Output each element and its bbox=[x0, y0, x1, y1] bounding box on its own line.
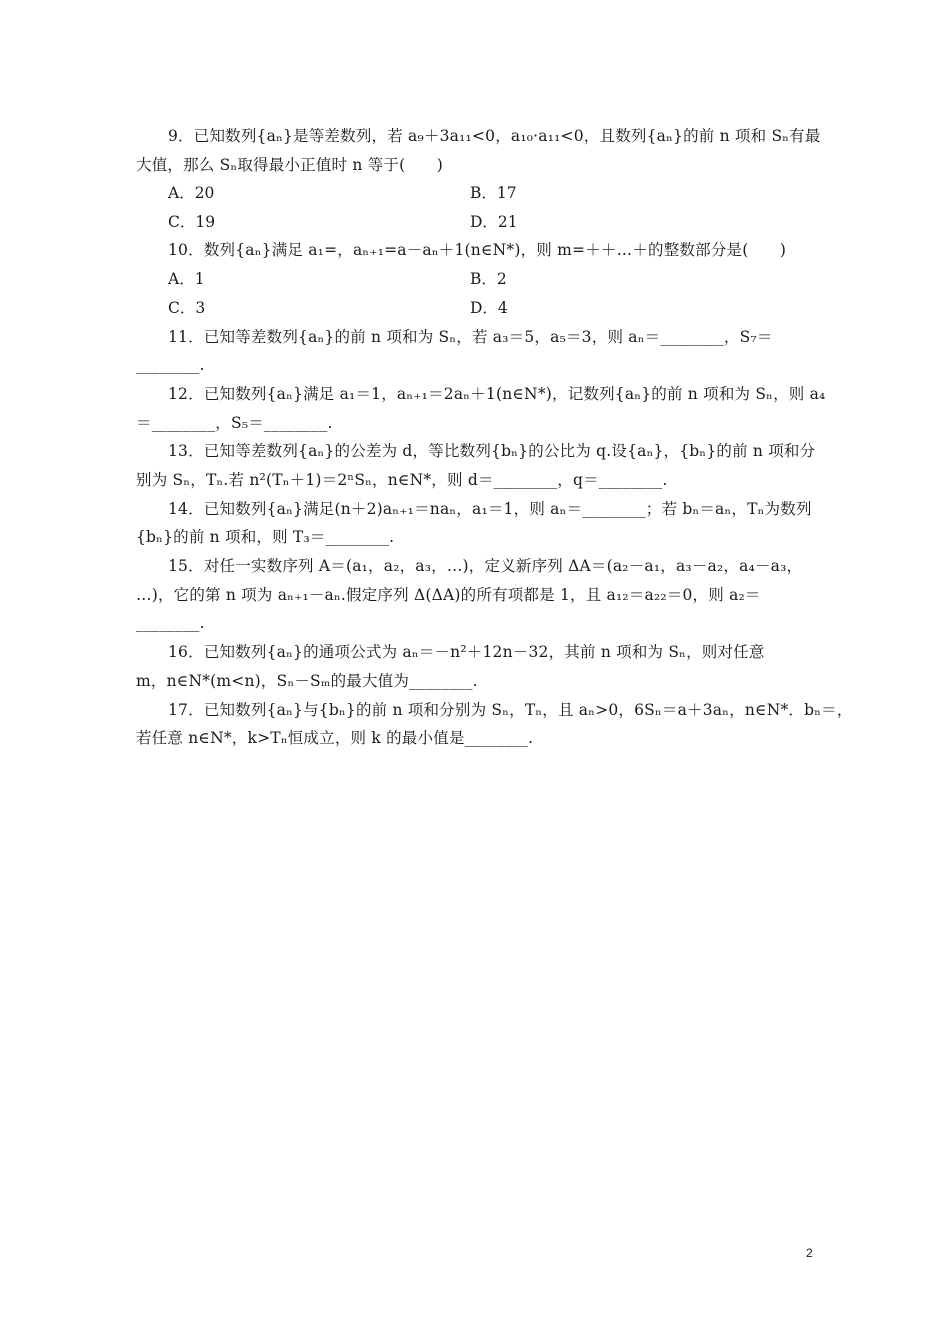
problem-15-line-1: 15．对任一实数序列 A＝(a₁，a₂，a₃，…)，定义新序列 ΔA＝(a₂－a₁，a₃－a₂，a₄－a₃， bbox=[168, 557, 803, 575]
problem-10-option-c: C．3 bbox=[168, 299, 206, 317]
problem-9-option-c: C．19 bbox=[168, 213, 216, 231]
problem-17-line-2: 若任意 n∈N*，k>Tₙ恒成立，则 k 的最小值是________. bbox=[136, 729, 534, 747]
problem-12-line-1: 12．已知数列{aₙ}满足 a₁＝1，aₙ₊₁＝2aₙ＋1(n∈N*)，记数列{aₙ}的前 n 项和为 Sₙ，则 a₄ bbox=[168, 385, 826, 403]
page-number: 2 bbox=[806, 1246, 813, 1260]
problem-13-line-2: 别为 Sₙ，Tₙ.若 n²(Tₙ＋1)＝2ⁿSₙ，n∈N*，则 d＝________，q＝________. bbox=[136, 471, 668, 489]
problem-15-line-3: ________. bbox=[136, 614, 205, 632]
problem-12-line-2: ＝________，S₅＝________. bbox=[136, 414, 333, 432]
problem-15-line-2: …)，它的第 n 项为 aₙ₊₁－aₙ.假定序列 Δ(ΔA)的所有项都是 1，且 a₁₂＝a₂₂＝0，则 a₂＝ bbox=[136, 586, 761, 604]
problem-16-line-1: 16．已知数列{aₙ}的通项公式为 aₙ＝－n²＋12n－32，其前 n 项和为 Sₙ，则对任意 bbox=[168, 643, 765, 661]
problem-14-line-1: 14．已知数列{aₙ}满足(n＋2)aₙ₊₁＝naₙ，a₁＝1，则 aₙ＝________；若 bₙ＝aₙ，Tₙ为数列 bbox=[168, 500, 812, 518]
problem-9-line-2: 大值，那么 Sₙ取得最小正值时 n 等于( ) bbox=[136, 156, 443, 174]
problem-14-line-2: {bₙ}的前 n 项和，则 T₃＝________. bbox=[136, 528, 395, 546]
problem-10-option-d: D．4 bbox=[470, 299, 508, 317]
problem-10-option-b: B．2 bbox=[470, 270, 507, 288]
problem-9-option-d: D．21 bbox=[470, 213, 518, 231]
problem-16-line-2: m，n∈N*(m<n)，Sₙ－Sₘ的最大值为________. bbox=[136, 672, 478, 690]
problem-10-line-1: 10．数列{aₙ}满足 a₁=，aₙ₊₁=a－aₙ＋1(n∈N*)，则 m=＋＋…＋的整数部分是( ) bbox=[168, 241, 787, 259]
problem-13-line-1: 13．已知等差数列{aₙ}的公差为 d，等比数列{bₙ}的公比为 q.设{aₙ}，{bₙ}的前 n 项和分 bbox=[168, 442, 816, 460]
problem-17-line-1: 17．已知数列{aₙ}与{bₙ}的前 n 项和分别为 Sₙ，Tₙ，且 aₙ>0，6Sₙ＝a＋3aₙ，n∈N*．bₙ＝， bbox=[168, 701, 853, 719]
problem-10-option-a: A．1 bbox=[168, 270, 205, 288]
problem-9-line-1: 9．已知数列{aₙ}是等差数列，若 a₉＋3a₁₁<0，a₁₀·a₁₁<0，且数列{aₙ}的前 n 项和 Sₙ有最 bbox=[168, 127, 821, 145]
problem-11-line-1: 11．已知等差数列{aₙ}的前 n 项和为 Sₙ，若 a₃＝5，a₅＝3，则 aₙ＝________，S₇＝ bbox=[168, 328, 773, 346]
problem-9-option-b: B．17 bbox=[470, 184, 517, 202]
problem-11-line-2: ________. bbox=[136, 356, 205, 374]
problem-9-option-a: A．20 bbox=[168, 184, 215, 202]
